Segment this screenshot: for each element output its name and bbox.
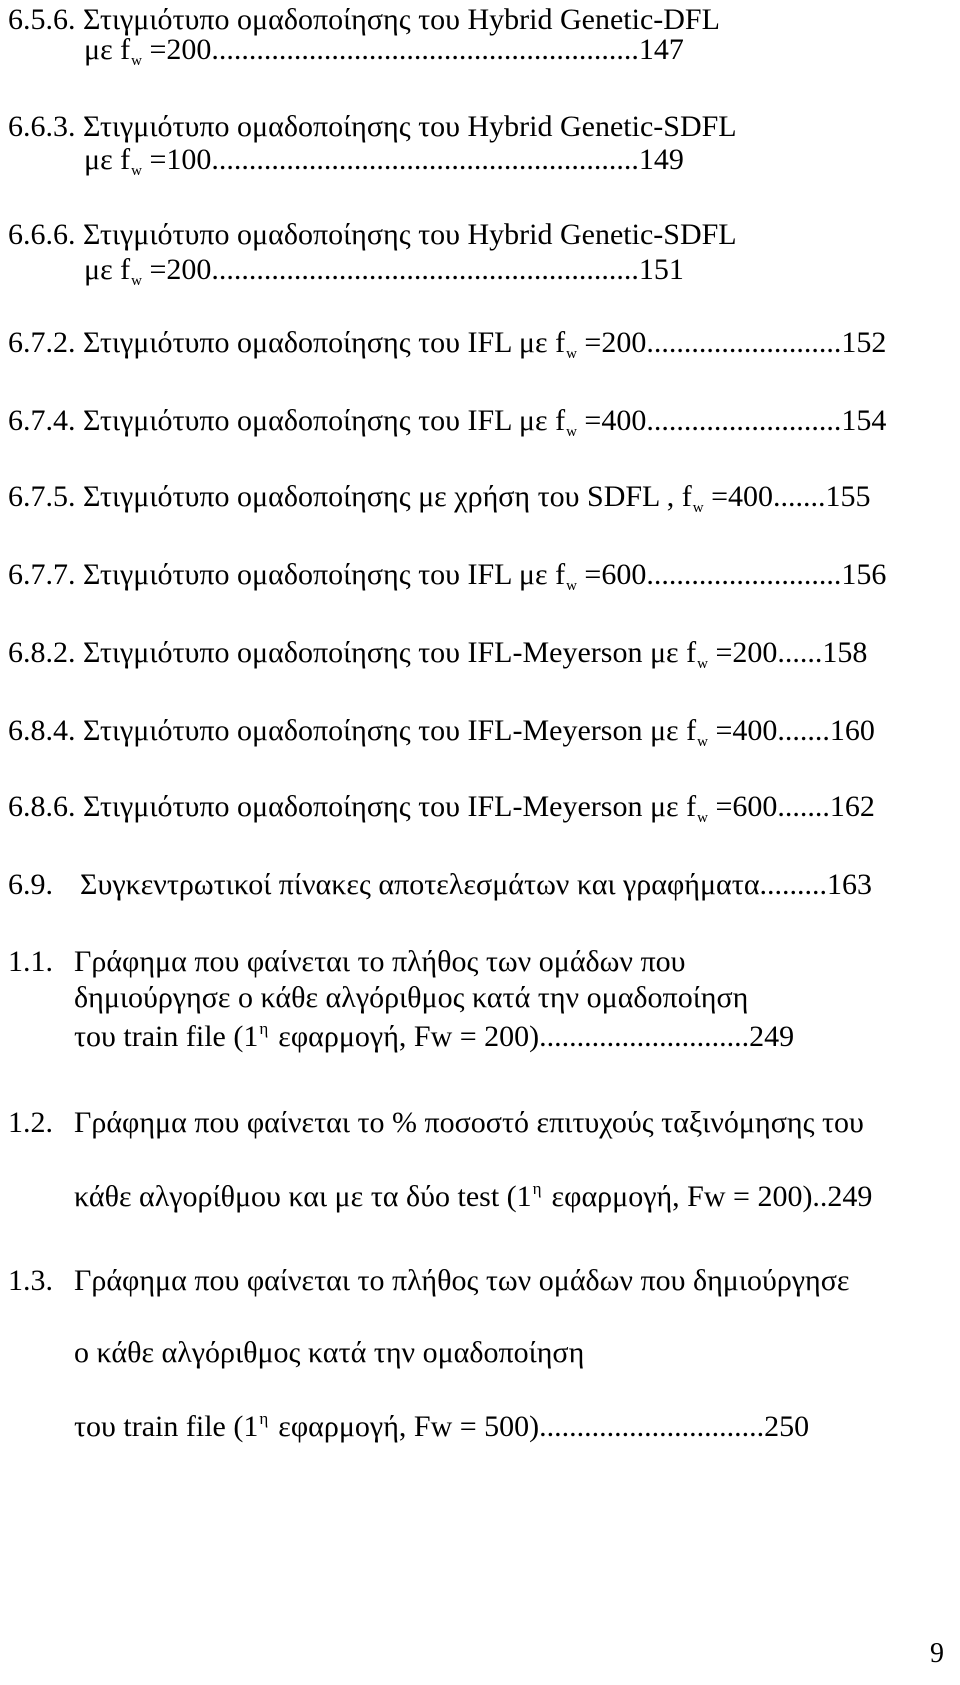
figure-line: Γράφημα που φαίνεται το πλήθος των ομάδων που <box>74 945 686 978</box>
figure-line: κάθε αλγορίθμου και με τα δύο test ($1^\eta$ εφαρμογή, Fw = 200)..249 <box>74 1179 873 1213</box>
figure-line: του train file ($1^\eta$ εφαρμογή, Fw = 200)............................249 <box>74 1019 795 1053</box>
figure-line: Γράφημα που φαίνεται το πλήθος των ομάδων που δημιούργησε <box>74 1264 850 1297</box>
figure-number: 1.2. <box>8 1106 53 1139</box>
toc-line: 6.8.4. Στιγμιότυπο ομαδοποίησης του IFL-Meyerson με $f_w =400.......160$ <box>8 714 875 750</box>
toc-entry-title: 6.6.6. Στιγμιότυπο ομαδοποίησης του Hybrid Genetic-SDFL <box>8 218 737 251</box>
figure-line: Γράφημα που φαίνεται το % ποσοστό επιτυχούς ταξινόμησης του <box>74 1106 864 1139</box>
toc-line: 6.7.4. Στιγμιότυπο ομαδοποίησης του IFL με $f_w =400..........................154$ <box>8 404 887 440</box>
figure-line: του train file ($1^\eta$ εφαρμογή, Fw = 500)..............................250 <box>74 1409 810 1443</box>
figure-line: δημιούργησε ο κάθε αλγόριθμος κατά την ομαδοποίηση <box>74 981 749 1014</box>
figure-line: ο κάθε αλγόριθμος κατά την ομαδοποίηση <box>74 1336 585 1369</box>
page-number: 9 <box>930 1638 944 1669</box>
toc-line: 6.7.2. Στιγμιότυπο ομαδοποίησης του IFL με $f_w =200..........................152$ <box>8 326 887 362</box>
figure-number: 1.3. <box>8 1264 53 1297</box>
toc-entry-title: 6.5.6. Στιγμιότυπο ομαδοποίησης του Hybrid Genetic-DFL <box>8 3 720 36</box>
toc-summary-number: 6.9. <box>8 868 53 901</box>
toc-entry-continuation: με $f_w =100.........................................................149$ <box>84 143 684 179</box>
figure-number: 1.1. <box>8 945 53 978</box>
toc-entry-continuation: με $f_w =200.........................................................147$ <box>84 33 684 69</box>
toc-line: 6.8.2. Στιγμιότυπο ομαδοποίησης του IFL-Meyerson με $f_w =200......158$ <box>8 636 868 672</box>
toc-line: 6.7.5. Στιγμιότυπο ομαδοποίησης με χρήση του SDFL , $f_w =400.......155$ <box>8 480 871 516</box>
toc-entry-continuation: με $f_w =200.........................................................151$ <box>84 253 684 289</box>
toc-line: 6.8.6. Στιγμιότυπο ομαδοποίησης του IFL-Meyerson με $f_w =600.......162$ <box>8 790 875 826</box>
toc-entry-title: 6.6.3. Στιγμιότυπο ομαδοποίησης του Hybrid Genetic-SDFL <box>8 110 737 143</box>
toc-summary-text: Συγκεντρωτικοί πίνακες αποτελεσμάτων και γραφήματα.........163 <box>80 868 873 901</box>
toc-line: 6.7.7. Στιγμιότυπο ομαδοποίησης του IFL με $f_w =600..........................156$ <box>8 558 887 594</box>
